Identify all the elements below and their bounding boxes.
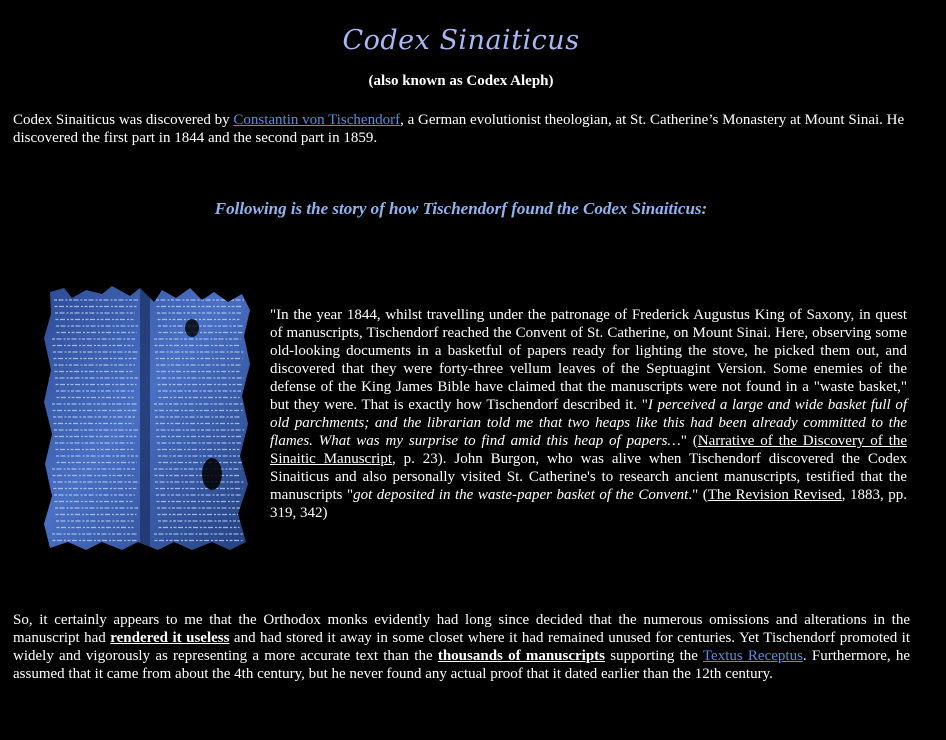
intro-paragraph [13, 111, 910, 147]
manuscript-image [42, 284, 254, 554]
conclusion-emphasis-useless: rendered it useless [110, 630, 230, 646]
intro-text-start: Codex Sinaiticus was discovered by [13, 112, 234, 128]
quote-text-4: ." ( [688, 487, 708, 503]
textus-receptus-link[interactable]: Textus Receptus [702, 648, 803, 664]
quote-text-5: , 1883, pp. 319, 342) [270, 487, 908, 521]
conclusion-text-3: supporting the [605, 648, 703, 664]
quote-italic-1: I perceived a large and wide basket full of old parchments; and the librarian told me that two heaps like this had been already committed to the flames. What was my surprise to find amid this heap of papers… [270, 397, 907, 449]
tischendorf-link[interactable]: Constantin von Tischendorf [233, 112, 401, 128]
tischendorf-quote [270, 306, 907, 522]
quote-italic-2: got deposited in the waste-paper basket of the Convent [353, 487, 689, 503]
intro-text-end: , a German evolutionist theologian, at St. Catherine’s Monastery at Mount Sinai. He discovered the first part in 1844 and the second part in 1859. [13, 112, 905, 146]
conclusion-text-1: So, it certainly appears to me that the Orthodox monks evidently had long since decided that the numerous omissions and alterations in the manuscript had [13, 612, 910, 646]
conclusion-emphasis-manuscripts: thousands of manuscripts [437, 648, 606, 664]
page-title: Codex Sinaiticus [342, 25, 580, 56]
page-subtitle: (also known as Codex Aleph) [368, 73, 554, 89]
conclusion-text-4: . Furthermore, he assumed that it came from about the 4th century, but he never found any actual proof that it dated earlier than the 12th century. [13, 648, 911, 682]
conclusion-paragraph [13, 611, 910, 683]
quote-text-3: , p. 23). John Burgon, who was alive when Tischendorf discovered the Codex Sinaiticus and also personally visited St. Catherine's to research ancient manuscripts, testified that the manuscripts " [270, 451, 908, 503]
quote-source-narrative: Narrative of the Discovery of the Sinaitic Manuscript [270, 433, 907, 467]
conclusion-text-2: and had stored it away in some closet where it had remained unused for centuries. Yet Tischendorf promoted it widely and vigorously as representing a more accurate text than the [13, 630, 911, 664]
quote-source-revision: The Revision Revised [707, 487, 842, 503]
story-heading: Following is the story of how Tischendorf found the Codex Sinaiticus: [214, 199, 708, 218]
quote-text-1: "In the year 1844, whilst travelling under the patronage of Frederick Augustus King of Saxony, in quest of manuscripts, Tischendorf reached the Convent of St. Catherine, on Mount Sinai. Here, observing some old-looking documents in a basketful of papers ready for lighting the stove, he picked them out, and discovered that they were forty-three vellum leaves of the Septuagint Version. Some enemies of the defense of the King James Bible have claimed that the manuscripts were not found in a "waste basket," but they were. That is exactly how Tischendorf described it. " [270, 307, 907, 413]
quote-text-2: " ( [680, 433, 698, 449]
